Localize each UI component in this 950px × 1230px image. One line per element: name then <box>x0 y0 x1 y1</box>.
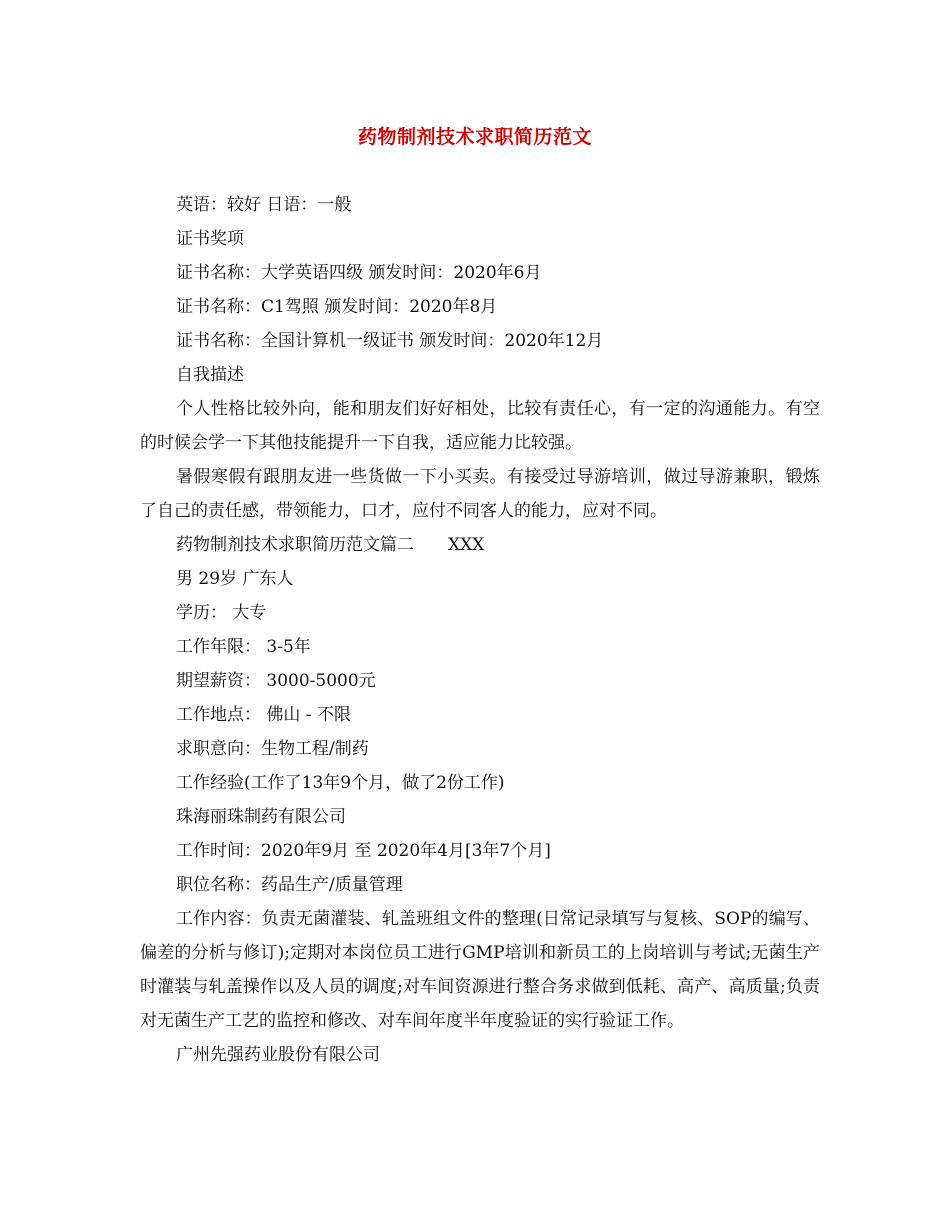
language-skills-line: 英语：较好 日语：一般 <box>176 195 352 215</box>
expected-salary-line: 期望薪资： 3000-5000元 <box>176 671 376 691</box>
experience-paragraph: 暑假寒假有跟朋友进一些货做一下小买卖。有接受过导游培训，做过导游兼职，锻炼了自己的责任感，带领能力，口才，应付不同客人的能力，应对不同。 <box>140 467 820 521</box>
self-description-paragraph: 个人性格比较外向，能和朋友们好好相处，比较有责任心，有一定的沟通能力。有空的时候会学一下其他技能提升一下自我，适应能力比较强。 <box>140 399 820 453</box>
company-name-line: 广州先强药业股份有限公司 <box>176 1045 380 1065</box>
job-duties-paragraph: 工作内容：负责无菌灌装、轧盖班组文件的整理(日常记录填写与复核、SOP的编写、偏差的分析与修订);定期对本岗位员工进行GMP培训和新员工的上岗培训与考试;无菌生产时灌装与轧盖操作以及人员的调度;对车间资源进行整合务求做到低耗、高产、高质量;负责对无菌生产工艺的监控和修改、对车间年度半年度验证的实行验证工作。 <box>140 909 820 1031</box>
company-name-line: 珠海丽珠制药有限公司 <box>176 807 346 827</box>
work-experience-line: 工作经验(工作了13年9个月，做了2份工作) <box>176 773 505 793</box>
position-name-line: 职位名称：药品生产/质量管理 <box>176 875 403 895</box>
certificate-line: 证书名称：全国计算机一级证书 颁发时间：2020年12月 <box>176 331 604 351</box>
work-years-line: 工作年限： 3-5年 <box>176 637 311 657</box>
work-period-line: 工作时间：2020年9月 至 2020年4月[3年7个月] <box>176 841 551 861</box>
certificate-line: 证书名称：大学英语四级 颁发时间：2020年6月 <box>176 263 542 283</box>
document-title: 药物制剂技术求职简历范文 <box>357 126 592 148</box>
work-location-line: 工作地点： 佛山 - 不限 <box>176 705 351 725</box>
resume-two-heading: 药物制剂技术求职简历范文篇二 XXX <box>176 535 485 555</box>
personal-info-line: 男 29岁 广东人 <box>176 569 294 589</box>
document-body <box>140 188 820 1072</box>
education-line: 学历： 大专 <box>176 603 267 623</box>
certificate-line: 证书名称：C1驾照 颁发时间：2020年8月 <box>176 297 498 317</box>
self-description-heading: 自我描述 <box>176 365 244 385</box>
job-intention-line: 求职意向：生物工程/制药 <box>176 739 369 759</box>
certificates-heading: 证书奖项 <box>176 229 244 249</box>
